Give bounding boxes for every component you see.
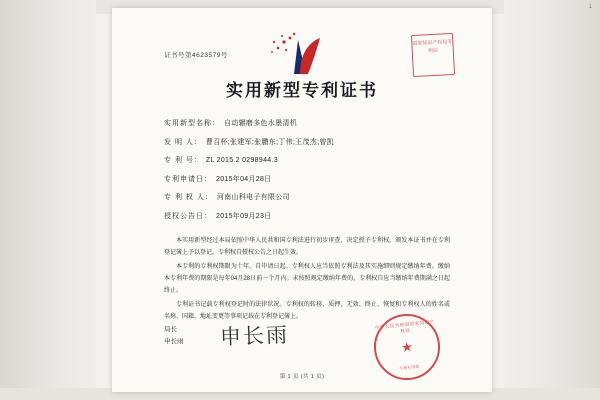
page-background-right: [504, 0, 600, 400]
field-value: 自动辗磨多色水墨清机: [224, 120, 297, 127]
field-row-patentee: [164, 192, 450, 202]
seal-bottom-text: 专利专用章: [398, 363, 420, 371]
body-paragraph-3: 专利证书记载专利权登记时的法律状况。专利权的转移、质押、无效、终止、恢复和专利权人的姓名或名称、国籍、地址变更等事项记载在专利登记簿上。: [164, 302, 450, 321]
field-row-utility-model-name: [164, 118, 450, 128]
body-paragraph-1: 本实用新型经过本局依照中华人民共和国专利法进行初步审查，决定授予专利权，颁发本证书并在专利登记簿上予以登记。专利权自授权公告之日起生效。: [164, 238, 450, 256]
signatory-name-label: 申长雨: [164, 338, 184, 346]
page-background-left: [0, 0, 96, 400]
field-row-grant-date: [164, 211, 450, 221]
field-row-patent-number: [164, 155, 450, 165]
page-title: 实用新型专利证书: [226, 81, 378, 101]
field-label: 专 利 号：: [164, 157, 202, 164]
field-label: 专利申请日：: [164, 175, 212, 183]
signature-title-label: 局长: [164, 326, 177, 333]
certificate-fields: [164, 118, 450, 229]
field-label: 授权公告日：: [164, 212, 212, 220]
page-footer: 第 1 页 (共 1 页): [279, 374, 325, 380]
field-row-application-date: [164, 174, 450, 184]
seal-star-icon: ★: [400, 338, 414, 356]
seal-top-text: 中华人民共和国国家知识产权局: [374, 319, 435, 334]
field-label: 专 利 权 人：: [164, 194, 213, 201]
field-label: 实用新型名称：: [164, 120, 220, 127]
field-value: 2015年09月23日: [216, 212, 272, 220]
field-value: 2015年04月28日: [216, 175, 272, 183]
signature-labels: [164, 324, 184, 349]
body-paragraph-2: 本专利的专利权期限为十年，自申请日起。专利权人应当依照专利法及其实施细则规定缴纳年费。缴纳本专利年费的期限是每年04月28日前一个月内。未按照规定缴纳年费的，专利权自应当缴纳年费期满之日起终止。: [164, 264, 450, 294]
field-row-inventors: [164, 137, 450, 147]
certificate-serial-number: 证书号第4623579号: [164, 52, 228, 59]
field-value: ZL 2015 2 0298944.3: [205, 157, 278, 164]
field-value: 曹召杯;张建军;张鹏东;丁伟;王茂杰;曾凯: [205, 138, 334, 146]
corner-page-mark: 1: [588, 4, 592, 10]
handwritten-signature: 申长雨: [219, 322, 290, 350]
issuing-authority-stamp: 国家知识产权局专利局: [411, 33, 455, 77]
field-value: 河南山科电子有限公司: [216, 194, 290, 201]
field-label: 发 明 人：: [164, 138, 202, 146]
national-ip-administration-emblem-icon: [254, 30, 350, 78]
certificate-sheet: [112, 8, 492, 392]
